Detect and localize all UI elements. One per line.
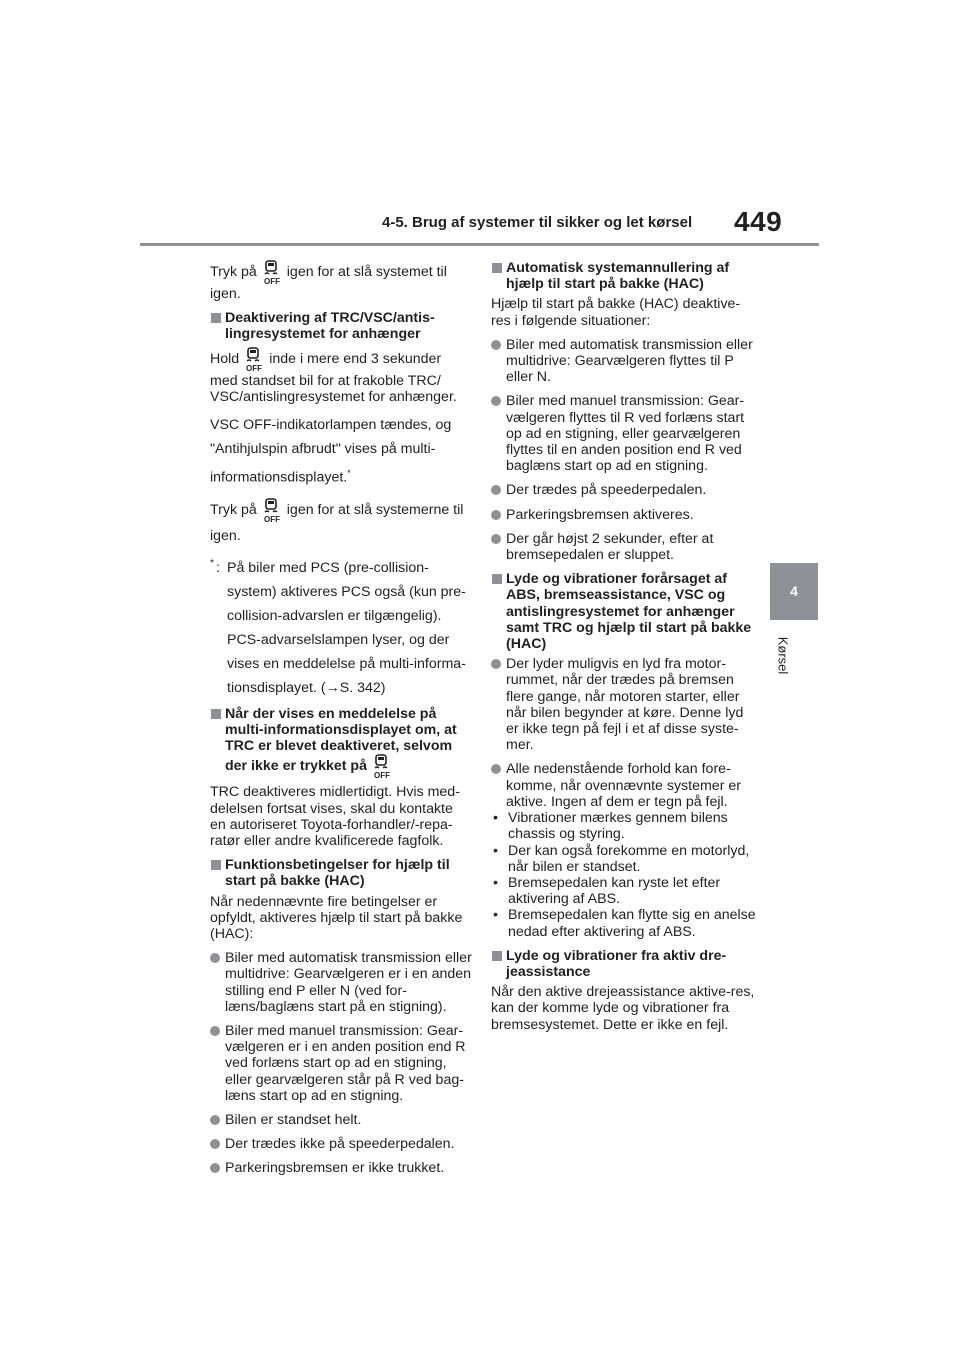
list-item: Der går højst 2 sekunder, efter at bremsepedalen er sluppet. [491, 531, 757, 563]
left-column [210, 260, 472, 1185]
sub-list-item: • Bremsepedalen kan flytte sig en anelse nedad efter aktivering af ABS. [493, 907, 756, 940]
chapter-tab[interactable] [770, 563, 818, 620]
svg-text:OFF: OFF [263, 277, 280, 286]
heading: Deaktivering af TRC/VSC/antis-lingresystemet for anhænger [210, 310, 472, 342]
chapter-title: Kørsel [775, 636, 791, 675]
vehicle-skid-off-icon [242, 347, 266, 373]
svg-text:OFF: OFF [246, 363, 263, 373]
paragraph: VSC OFF-indikatorlampen tændes, og "Antihjulspin afbrudt" vises på multi-informationsdisplayet.* [210, 417, 452, 486]
list-item: Biler med automatisk transmission eller multidrive: Gearvælgeren er i en anden stilling end P eller N (ved for-læns/baglæns start på en stigning). [210, 950, 472, 1015]
list-item: Parkeringsbremsen er ikke trukket. [210, 1160, 472, 1176]
sub-list-item: • Bremsepedalen kan ryste let efter aktivering af ABS. [493, 874, 721, 908]
chapter-number: 4 [790, 583, 798, 599]
heading: Når der vises en meddelelse på multi-informationsdisplayet om, at TRC er blevet deaktiveret, selvom der ikke er trykket på OFF [210, 706, 472, 781]
list-item: Biler med manuel transmission: Gear-vælgeren er i en anden position end R ved forlæns start op ad en stigning, eller gearvælgeren står på R ved bag-læns start op ad en stigning. [210, 1023, 472, 1104]
paragraph: Tryk på OFF igen for at slå systemerne til igen. [210, 498, 472, 548]
paragraph: Tryk på OFF igen for at slå systemet til igen. [210, 260, 472, 302]
list-item: Der trædes ikke på speederpedalen. [210, 1136, 472, 1152]
heading: Lyde og vibrationer fra aktiv dre-jeassistance [491, 948, 757, 980]
heading: Funktionsbetingelser for hjælp til start på bakke (HAC) [210, 857, 472, 889]
vehicle-skid-off-icon [370, 754, 394, 780]
sub-list-item: • Vibrationer mærkes gennem bilens chassis og styring. [493, 810, 728, 843]
page-number: 449 [734, 206, 783, 237]
right-column [491, 260, 757, 1041]
heading: Automatisk systemannullering af hjælp til start på bakke (HAC) [491, 260, 757, 292]
list-item: Parkeringsbremsen aktiveres. [491, 507, 757, 523]
list-item: Der trædes på speederpedalen. [491, 482, 757, 498]
svg-text:OFF: OFF [263, 514, 280, 524]
list-item: Biler med manuel transmission: Gear-vælgeren flyttes til R ved forlæns start op ad en stigning, eller gearvælgeren flyttes til en anden position end R ved baglæns start op ad en stigning. [491, 393, 757, 474]
chapter-tab-label [775, 628, 806, 688]
vehicle-skid-off-icon [260, 260, 284, 286]
paragraph: TRC deaktiveres midlertidigt. Hvis med-delelsen fortsat vises, skal du kontakte en autoriseret Toyota-forhandler/-repa-ratør eller andre kvalificerede fagfolk. [210, 784, 460, 849]
list-item: Der lyder muligvis en lyd fra motor-rummet, når der trædes på bremsen flere gange, når motoren starter, eller når bilen begynder at køre. Denne lyd er ikke tegn på fejl i et af disse syste-mer. [491, 656, 757, 753]
heading: Lyde og vibrationer forårsaget af ABS, bremseassistance, VSC og antislingresystemet for anhænger samt TRC og hjælp til start på bakke (HAC) [491, 571, 757, 652]
paragraph: Hjælp til start på bakke (HAC) deaktive-res i følgende situationer: [491, 296, 741, 329]
svg-text:OFF: OFF [373, 771, 390, 781]
list-item: Alle nedenstående forhold kan fore-komme, når ovennævnte systemer er aktive. Ingen af dem er tegn på fejl. [491, 761, 757, 810]
list-item: Bilen er standset helt. [210, 1112, 472, 1128]
list-item: Biler med automatisk transmission eller multidrive: Gearvælgeren flyttes til P eller N. [491, 337, 757, 386]
vehicle-skid-off-icon [260, 498, 284, 524]
paragraph: Hold OFF inde i mere end 3 sekunder med standset bil for at frakoble TRC/ VSC/antislingresystemet for anhænger. [210, 347, 472, 405]
section-title: 4-5. Brug af systemer til sikker og let kørsel [382, 214, 693, 231]
paragraph: Når nedennævnte fire betingelser er opfyldt, aktiveres hjælp til start på bakke (HAC): [210, 893, 463, 942]
sub-list-item: • Der kan også forekomme en motorlyd, når bilen er standset. [493, 842, 750, 875]
footnote: * : På biler med PCS (pre-collision-system) aktiveres PCS også (kun pre-collision-advarslen er tilgængelig). PCS-advarselslampen lyser, og der vises en meddelelse på multi-informa-tionsdisplayet. (→S. 342) [210, 557, 466, 696]
header-rule [140, 243, 819, 246]
paragraph: Når den aktive drejeassistance aktive-res, kan der komme lyde og vibrationer fra bremsesystemet. Dette er ikke en fejl. [491, 984, 755, 1033]
